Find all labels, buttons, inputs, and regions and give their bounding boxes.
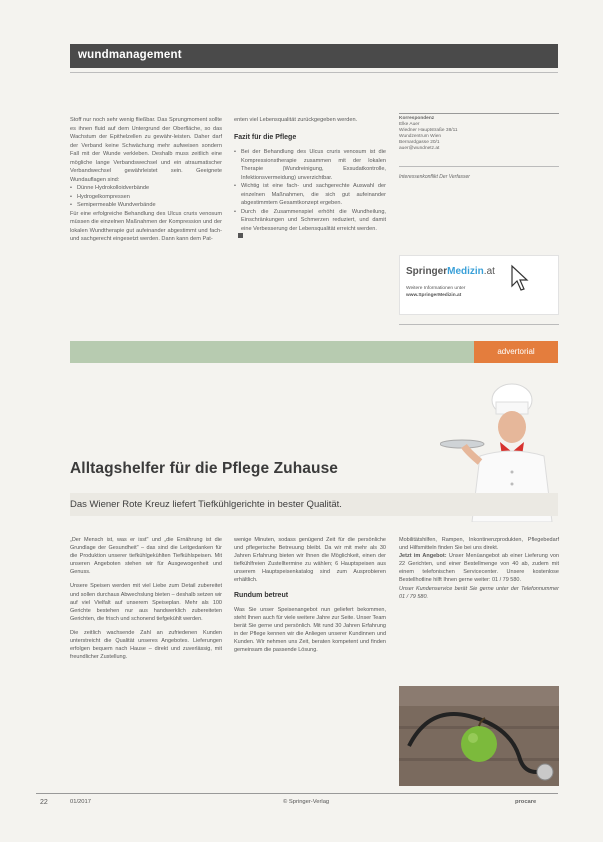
wound-dressing-list	[70, 184, 222, 210]
article-column-1	[70, 116, 222, 244]
contact-line: Wundzentrum Wien	[399, 134, 442, 139]
conflict-of-interest-note: Interessenkonflikt Der Verfasser	[399, 174, 470, 180]
page-number: 22	[40, 799, 48, 806]
header-divider	[70, 72, 558, 73]
end-of-article-mark	[238, 233, 243, 238]
advertorial-tag: advertorial	[474, 341, 558, 363]
list-item: • Bei der Behandlung des Ulcus cruris venosum ist die Kompressionstherapie zusammen mit der lokalen Therapie (Wundreinigung, Exsudatkontrolle, Infektionsvermeidung) unverzichtbar.	[234, 148, 386, 182]
contact-line: Korrespondenz	[399, 116, 435, 121]
advertorial-column-3	[399, 536, 559, 601]
list-item: • Wichtig ist eine fach- und sachgerechte Auswahl der einzelnen Maßnahmen, die sich gut aufeinander abgestimmtem Gesamtkonzept ergeben.	[234, 182, 386, 208]
correspondence-box	[399, 116, 559, 152]
contact-line: Bernardgasse 20/1	[399, 140, 440, 145]
publisher: © Springer-Verlag	[283, 799, 330, 805]
ad-info-text: Weitere Informationen unter	[406, 286, 466, 291]
conclusion-list	[234, 148, 386, 233]
advertorial-paragraph: Mobilitätshilfen, Rampen, Inkontinenzprodukten, Pflegebedarf und Hilfsmitteln finden Sie bei uns direkt.	[399, 537, 559, 552]
advertorial-column-1	[70, 536, 222, 661]
article-paragraph: Stoff nur noch sehr wenig fließbar. Das Sprungmoment sollte es ihnen fluid auf dem Untergrund der Oberfläche, so das Wachstum der Epithelzellen zu gewähr-leisten. Daher darf der Verband keine Schwächung mehr aufweisen sondern Fall mit der Wunde verkleben. Deshalb muss zeitlich eine mögliche lange Verbandswechsel und ein atraumatischer Verbandwechsel gewährleistet sein. Geeignete Wundauflagen sind:	[70, 117, 222, 183]
ad-url-link[interactable]: www.SpringerMedizin.at	[406, 293, 462, 298]
article-paragraph: Für eine erfolgreiche Behandlung des Ulcus cruris venosum müssen die einzelnen Maßnahmen der Kompression und der lokalen Wundtherapie gut aufeinander abgestimmt und fach- und sachgerecht eingesetzt werden. Dann kann dem Pat-	[70, 210, 222, 242]
advertorial-paragraph: Die zeitlich wachsende Zahl an zufriedenen Kunden unterstreicht die Qualität unseres Angebotes. Lieferungen erfolgen bequem nach Hause – direkt und zuverlässig, mit freundlicher Zustellung.	[70, 629, 222, 661]
advertorial-paragraph: Unsere Speisen werden mit viel Liebe zum Detail zubereitet und sollen durchaus Abwechslung bieten – deshalb setzen wir auf viel Vielfalt auf unserem Speiseplan. Mehr als 100 Gerichte bestehen nur aus handwerklich zubereiteten Gerichten, die frisch und schonend tiefgekühlt werden.	[70, 583, 222, 622]
contact-line: Elke Auer	[399, 122, 420, 127]
advertorial-title: Alltagshelfer für die Pflege Zuhause	[70, 460, 339, 477]
advertorial-paragraph: „Der Mensch ist, was er isst" und „die Ernährung ist die Grundlage der Gesundheit" – das sind die Leitgedanken für die Produktion unserer tiefkühlgekühlten Tiefkühlspeisen. Mit unseren Angeboten stehen wir für Ausgewogenheit und Genuss.	[70, 537, 222, 576]
advertorial-column-2	[234, 536, 386, 654]
list-item: • Hydrogelkompressen	[70, 193, 222, 202]
footer-divider	[36, 793, 558, 794]
advertorial-subtitle: Das Wiener Rote Kreuz liefert Tiefkühlgerichte in bester Qualität.	[70, 499, 342, 510]
contact-note: Unser Kundenservice berät Sie gerne unter der Telefonnummer 01 / 79 580.	[399, 585, 559, 600]
advertorial-paragraph: Was Sie unser Speisenangebot nun geliefert bekommen, steht Ihnen auch für viele weitere Jahre zur Seite. Unser Team berät Sie gerne und persönlich. Mit rund 30 Jahren Erfahrung in der Pflege kennen wir die Anliegen unserer Kundinnen und Kunden. Wir nehmen uns Zeit, beraten kompetent und finden gemeinsam die passende Lösung.	[234, 606, 386, 654]
article-paragraph: enten viel Lebensqualität zurückgegeben werden.	[234, 117, 358, 123]
offer-text: Unser Menüangebot ab einer Lieferung von 22 Gerichten, und einer Bestellmenge von 40 ab, zudem mit einem telefonischen Servicecenter. Unsere kostenlose Bestellhotline hilft Ihnen gerne weiter: 01 / 79 580.	[399, 553, 560, 584]
list-item: • Dünne Hydrokolloidverbände	[70, 184, 222, 193]
cursor-icon	[510, 264, 532, 292]
sidebar-divider	[399, 113, 559, 114]
section-header	[70, 44, 558, 68]
stethoscope-apple-photo	[399, 686, 559, 786]
contact-line: Wiedner Hauptstraße 38/11	[399, 128, 458, 133]
article-column-2	[234, 116, 386, 242]
issue-number: 01/2017	[70, 799, 91, 805]
springer-logo: SpringerMedizin.at	[406, 266, 495, 277]
ad-divider	[399, 324, 559, 325]
list-item: • Semipermeable Wundverbände	[70, 201, 222, 210]
advertorial-paragraph: wenige Minuten, sodass genügend Zeit für die persönliche und pflegerische Betreuung bleibt. Da wir mit mehr als 30 Jahren Erfahrung bieten wir Ihnen die Möglichkeit, einen der tiefkühlfreien Zustelltermine zu wählen; 6 Hauptspeisen aus unserem Hauptspeisenkatalog sind zum Ausprobieren erhältlich.	[234, 537, 386, 584]
offer-label: Jetzt im Angebot:	[399, 553, 447, 560]
sidebar-divider	[399, 166, 559, 167]
magazine-brand: procare	[515, 799, 537, 805]
contact-line: auer@wundnetz.at	[399, 146, 440, 151]
section-heading: Fazit für die Pflege	[234, 133, 297, 141]
offer-paragraph	[399, 552, 559, 584]
section-heading: Rundum betreut	[234, 591, 289, 599]
springer-medizin-ad[interactable]	[399, 255, 559, 315]
list-item: • Durch die Zusammenspiel erhöht die Wundheilung, Einschränkungen und Schmerzen reduziert, und damit eine Verbesserung der Lebensqualität erreicht werden.	[234, 208, 386, 234]
section-title: wundmanagement	[78, 49, 182, 61]
